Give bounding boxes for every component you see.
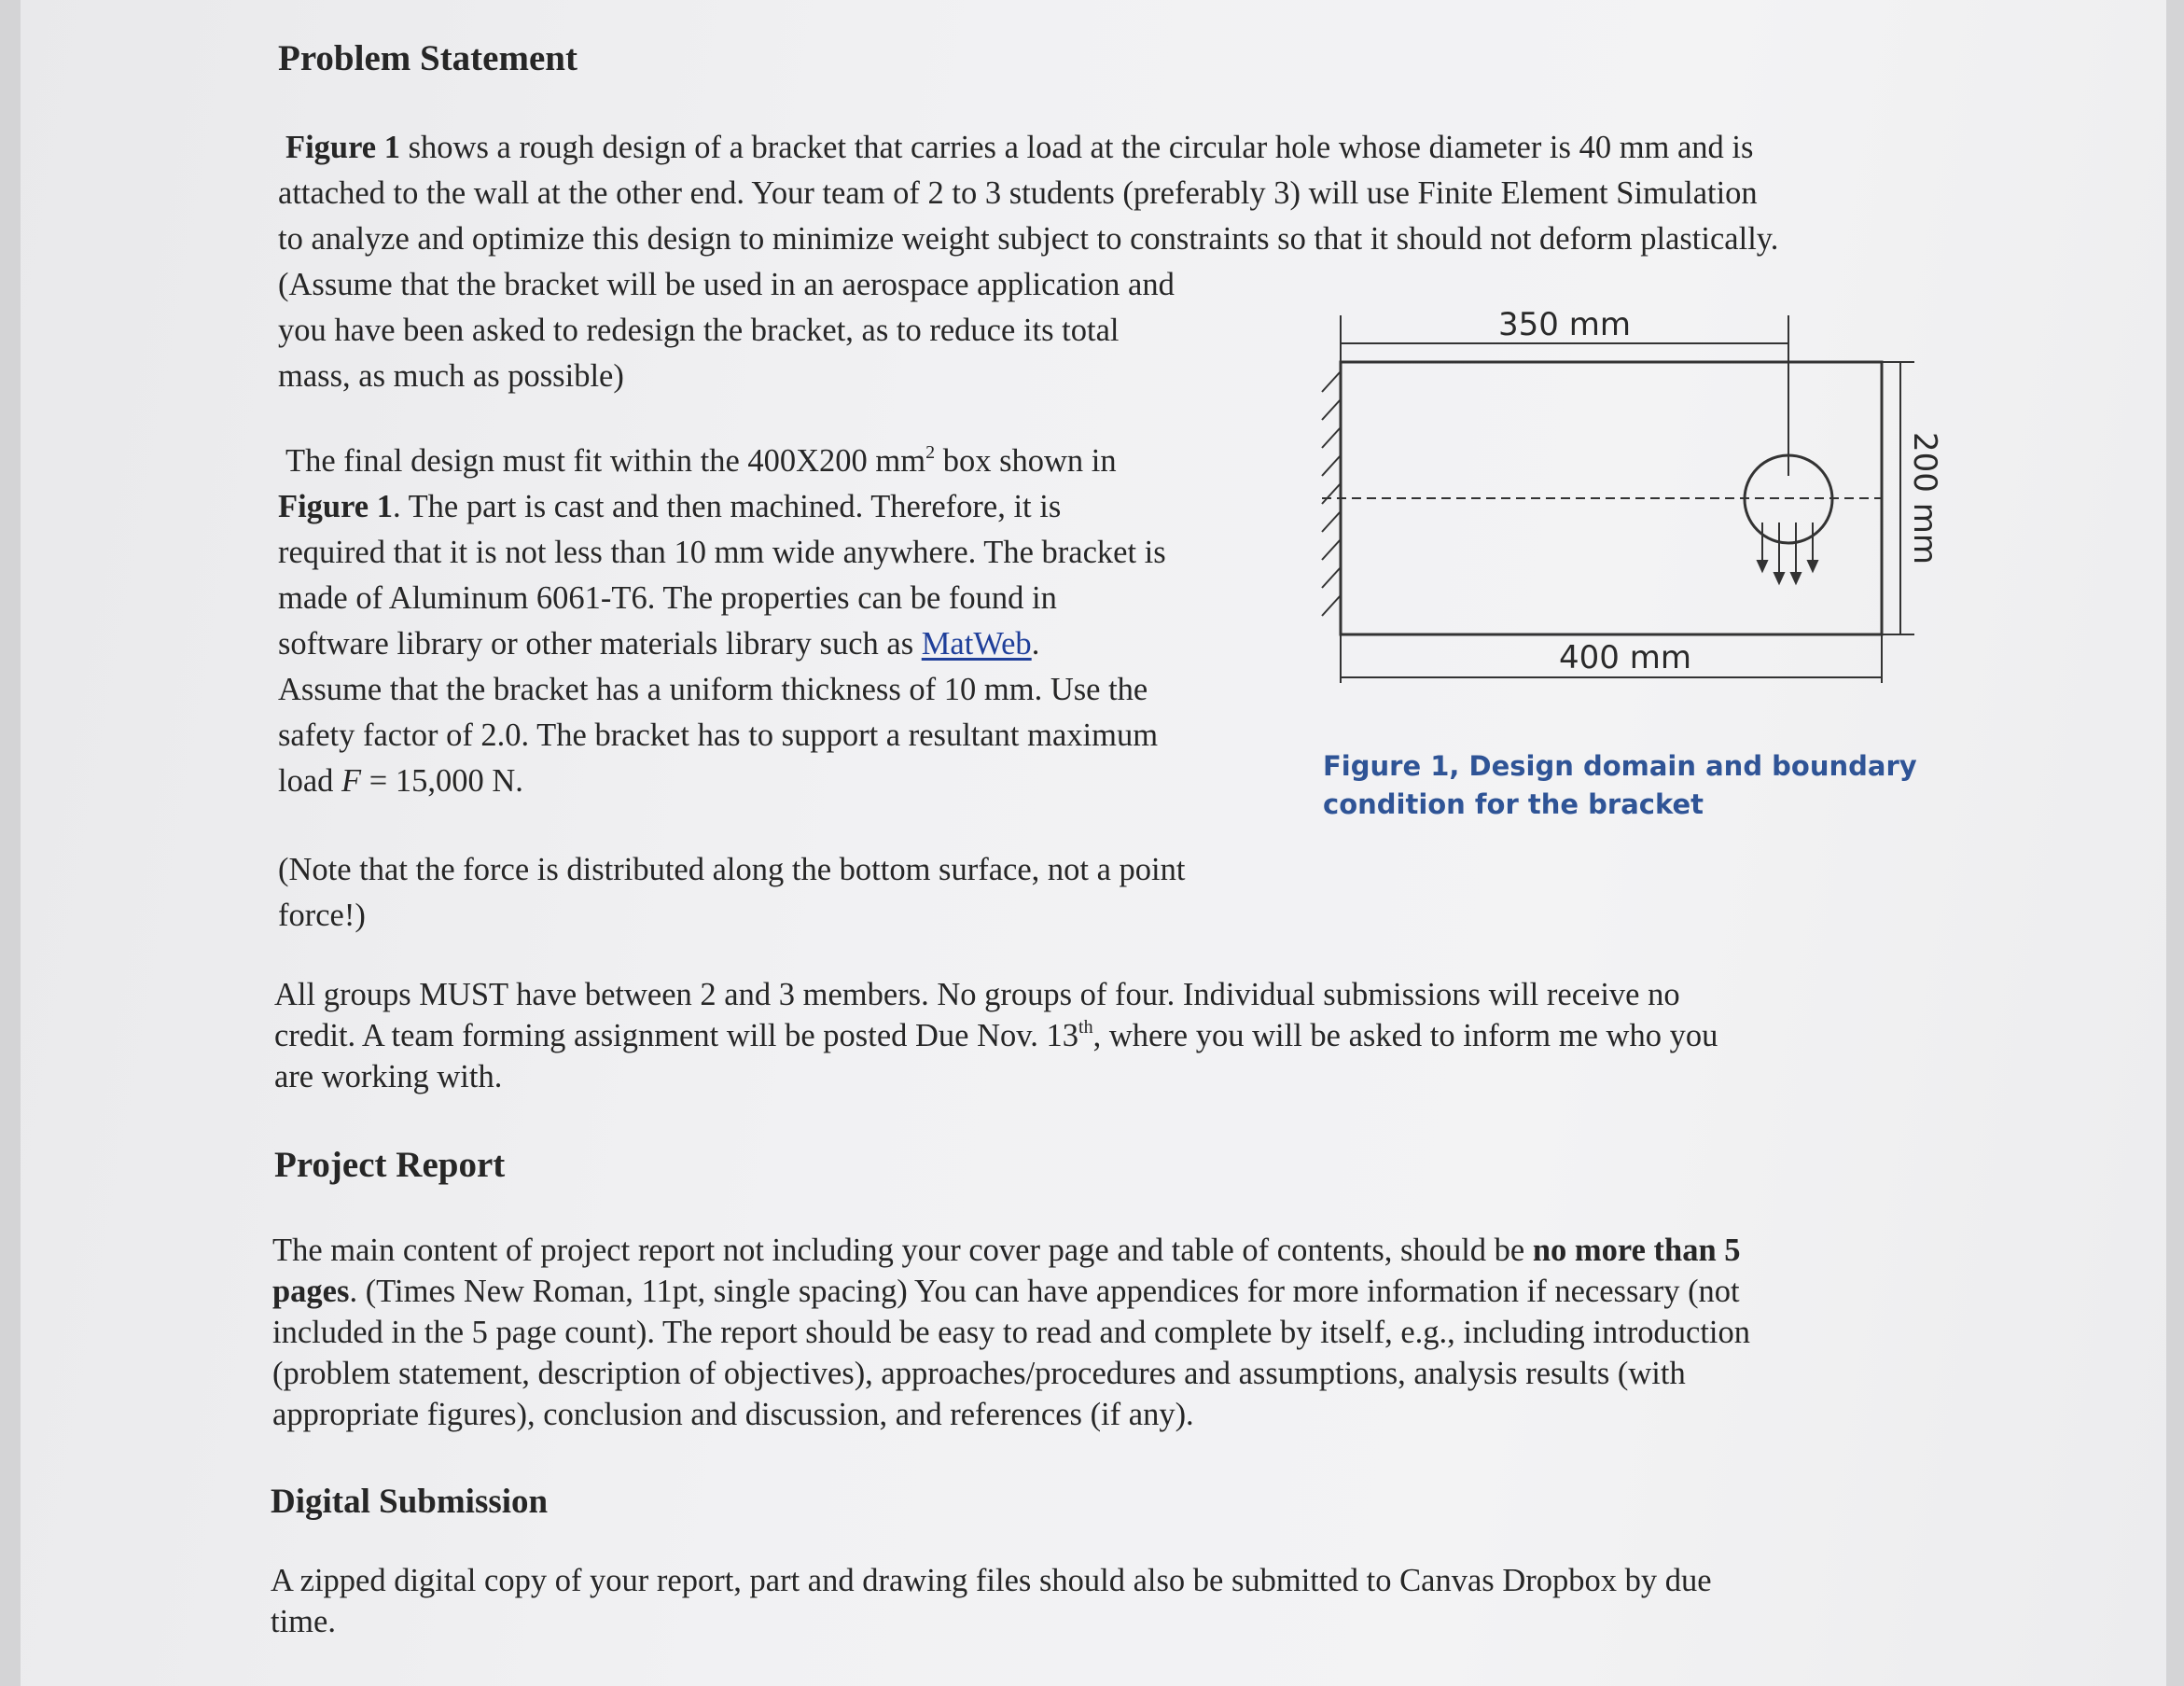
load-arrow-head-2 <box>1774 573 1784 583</box>
intro-line-2: attached to the wall at the other end. Your team of 2 to 3 students (preferably 3) will use Finite Element Simulation <box>278 175 1758 211</box>
load-arrow-head-4 <box>1808 561 1817 571</box>
dim-top-label: 350 mm <box>1498 306 1631 343</box>
hatch-9 <box>1322 595 1341 616</box>
figure-reference-2: Figure 1 <box>278 489 393 524</box>
dim-right-label: 200 mm <box>1906 432 1943 564</box>
bracket-design-figure <box>1280 299 1952 690</box>
hatch-1 <box>1322 371 1341 392</box>
constraints-line-5-post: . <box>1031 626 1040 662</box>
force-variable: F <box>341 763 362 799</box>
document-page <box>21 0 2166 1686</box>
hatch-8 <box>1322 567 1341 588</box>
report-pages-word: pages <box>272 1274 350 1309</box>
report-line-1-pre: The main content of project report not including your cover page and table of contents, should be <box>272 1233 1533 1268</box>
distributed-load-arrows <box>1758 523 1817 583</box>
report-line-3: included in the 5 page count). The report should be easy to read and complete by itself, e.g., including introduction <box>272 1315 1751 1350</box>
groups-line-2-pre: credit. A team forming assignment will be posted Due Nov. 13 <box>274 1018 1079 1053</box>
hatch-4 <box>1322 455 1341 476</box>
project-report-heading: Project Report <box>274 1145 506 1185</box>
constraints-line-7: safety factor of 2.0. The bracket has to support a resultant maximum <box>278 718 1159 753</box>
constraints-line-2-text: . The part is cast and then machined. Therefore, it is <box>392 489 1062 524</box>
report-line-5: appropriate figures), conclusion and discussion, and references (if any). <box>272 1397 1194 1432</box>
intro-line-1-text: shows a rough design of a bracket that carries a load at the circular hole whose diameter is 40 mm and is <box>399 130 1754 165</box>
constraints-line-1-pre: The final design must fit within the 400X200 mm <box>285 443 926 479</box>
groups-line-2 <box>274 1015 1718 1056</box>
paragraph-digital-submission <box>271 1560 1712 1642</box>
intro-line-1 <box>278 125 1778 171</box>
caption-line-2: condition for the bracket <box>1323 788 1704 820</box>
report-page-limit: no more than 5 <box>1532 1233 1741 1268</box>
constraints-line-5 <box>278 621 1166 667</box>
intro-line-5: you have been asked to redesign the bracket, as to reduce its total <box>278 313 1120 348</box>
constraints-line-1 <box>278 439 1166 484</box>
figure-caption <box>1323 747 1917 824</box>
wall-hatching <box>1322 371 1341 616</box>
load-arrow-head-3 <box>1791 573 1801 583</box>
intro-line-3: to analyze and optimize this design to minimize weight subject to constraints so that it should not deform plastically. <box>278 221 1779 257</box>
hatch-3 <box>1322 427 1341 448</box>
groups-line-1: All groups MUST have between 2 and 3 members. No groups of four. Individual submissions will receive no <box>274 977 1680 1012</box>
superscript-th: th <box>1078 1017 1093 1038</box>
report-line-4: (problem statement, description of objectives), approaches/procedures and assumptions, analysis results (with <box>272 1356 1686 1391</box>
paragraph-note <box>278 847 1185 939</box>
report-line-1 <box>272 1230 1750 1271</box>
note-line-1: (Note that the force is distributed along the bottom surface, not a point <box>278 852 1186 887</box>
paragraph-groups <box>274 974 1718 1097</box>
hatch-5 <box>1322 483 1341 504</box>
figure-reference: Figure 1 <box>285 130 400 165</box>
constraints-line-8-post: = 15,000 N. <box>361 763 523 799</box>
constraints-line-6: Assume that the bracket has a uniform thickness of 10 mm. Use the <box>278 672 1148 707</box>
digital-submission-heading: Digital Submission <box>271 1483 549 1521</box>
load-arrow-head-1 <box>1758 561 1767 571</box>
constraints-line-4: made of Aluminum 6061-T6. The properties can be found in <box>278 580 1057 616</box>
dim-bottom-label: 400 mm <box>1559 639 1691 676</box>
intro-line-4: (Assume that the bracket will be used in an aerospace application and <box>278 267 1175 302</box>
constraints-line-1-post: box shown in <box>935 443 1117 479</box>
note-line-2: force!) <box>278 898 366 933</box>
caption-line-1: Figure 1, Design domain and boundary <box>1323 750 1917 782</box>
problem-statement-heading: Problem Statement <box>278 38 577 78</box>
groups-line-3: are working with. <box>274 1059 503 1094</box>
constraints-line-3: required that it is not less than 10 mm wide anywhere. The bracket is <box>278 535 1166 570</box>
hatch-7 <box>1322 539 1341 560</box>
paragraph-constraints <box>278 439 1166 804</box>
groups-line-2-post: , where you will be asked to inform me who you <box>1092 1018 1718 1053</box>
report-line-2 <box>272 1271 1750 1312</box>
superscript-2: 2 <box>925 442 936 463</box>
report-line-2-text: . (Times New Roman, 11pt, single spacing) You can have appendices for more information if necessary (not <box>349 1274 1740 1309</box>
constraints-line-8 <box>278 759 1166 804</box>
submission-line-1: A zipped digital copy of your report, part and drawing files should also be submitted to Canvas Dropbox by due <box>271 1563 1712 1598</box>
matweb-link[interactable]: MatWeb <box>921 626 1032 662</box>
constraints-line-2 <box>278 484 1166 530</box>
constraints-line-8-pre: load <box>278 763 342 799</box>
hatch-6 <box>1322 511 1341 532</box>
intro-line-6: mass, as much as possible) <box>278 358 624 394</box>
hatch-2 <box>1322 399 1341 420</box>
paragraph-project-report <box>272 1230 1750 1435</box>
submission-line-2: time. <box>271 1604 336 1639</box>
constraints-line-5-pre: software library or other materials library such as <box>278 626 922 662</box>
